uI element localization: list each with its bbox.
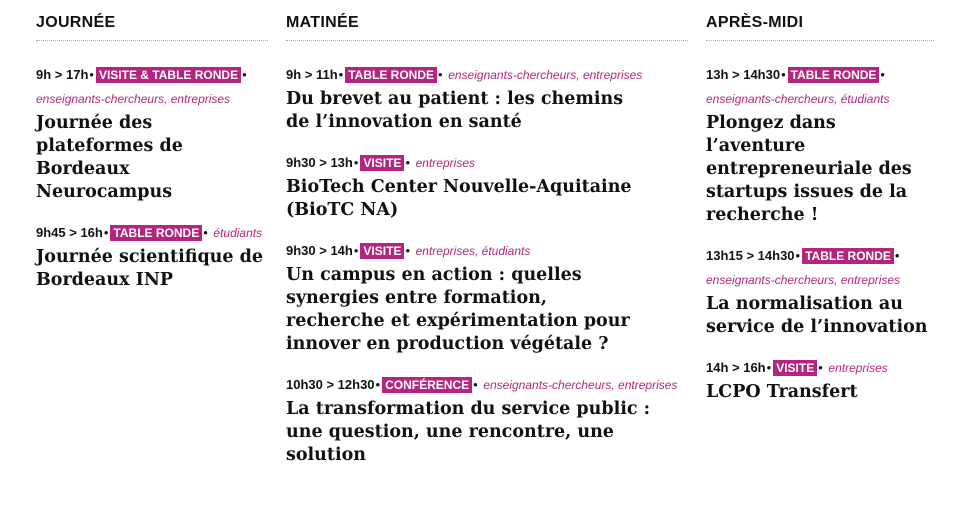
event-title[interactable]: BioTech Center Nouvelle-Aquitaine (BioTC NA) (286, 177, 632, 220)
event-audience: entreprises (415, 156, 475, 170)
event-time: 14h > 16h (706, 360, 766, 375)
event-time: 9h > 11h (286, 67, 338, 82)
event-audience: enseignants-chercheurs, entreprises (706, 273, 901, 287)
event-title[interactable]: Journée scientifique de Bordeaux INP (36, 247, 264, 290)
event-audience: entreprises (828, 361, 888, 375)
event-meta: 9h45 > 16h• TABLE RONDE • étudiants (36, 225, 263, 240)
event-title[interactable]: Journée des plateformes de Bordeaux Neurocampus (36, 113, 183, 202)
event-type-tag: TABLE RONDE (345, 67, 437, 83)
event-time: 9h45 > 16h (36, 225, 103, 240)
event-title[interactable]: LCPO Transfert (706, 382, 858, 402)
event-time: 9h > 17h (36, 67, 89, 82)
event-item[interactable] (36, 63, 268, 204)
event-type-tag: TABLE RONDE (788, 67, 880, 83)
column-heading: MATINÉE (286, 14, 688, 41)
event-meta: 14h > 16h• VISITE • entreprises (706, 360, 888, 375)
event-meta: 9h30 > 14h• VISITE • entreprises, étudiants (286, 243, 531, 258)
event-item[interactable] (286, 239, 688, 356)
event-time: 13h15 > 14h30 (706, 248, 795, 263)
event-type-tag: VISITE (773, 360, 817, 376)
event-item[interactable] (286, 63, 688, 134)
event-type-tag: VISITE & TABLE RONDE (96, 67, 241, 83)
event-item[interactable] (286, 151, 688, 222)
event-title[interactable]: La transformation du service public : une question, une rencontre, une solution (286, 399, 651, 465)
event-time: 9h30 > 14h (286, 243, 353, 258)
event-title[interactable]: La normalisation au service de l’innovation (706, 294, 928, 337)
column-journee (36, 14, 268, 309)
column-apres-midi (706, 14, 934, 421)
event-type-tag: VISITE (360, 155, 404, 171)
event-type-tag: TABLE RONDE (110, 225, 202, 241)
event-title[interactable]: Un campus en action : quelles synergies entre formation, recherche et expérimentation pour innover en production végétale ? (286, 265, 630, 354)
event-item[interactable] (706, 356, 934, 404)
event-audience: entreprises, étudiants (415, 244, 531, 258)
column-heading: JOURNÉE (36, 14, 268, 41)
event-type-tag: CONFÉRENCE (382, 377, 472, 393)
event-item[interactable] (706, 63, 934, 227)
event-meta: 9h > 17h• VISITE & TABLE RONDE • enseignants-chercheurs, entreprises (36, 67, 247, 106)
column-heading: APRÈS-MIDI (706, 14, 934, 41)
event-time: 13h > 14h30 (706, 67, 781, 82)
event-audience: enseignants-chercheurs, entreprises (483, 378, 678, 392)
event-audience: enseignants-chercheurs, entreprises (448, 68, 643, 82)
event-meta: 9h > 11h• TABLE RONDE • enseignants-chercheurs, entreprises (286, 67, 643, 82)
event-time: 10h30 > 12h30 (286, 377, 375, 392)
event-item[interactable] (286, 373, 688, 467)
event-audience: étudiants (213, 226, 263, 240)
column-matinee (286, 14, 688, 484)
event-time: 9h30 > 13h (286, 155, 353, 170)
event-audience: enseignants-chercheurs, entreprises (36, 92, 231, 106)
event-title[interactable]: Plongez dans l’aventure entrepreneuriale des startups issues de la recherche ! (706, 113, 912, 225)
event-meta: 9h30 > 13h• VISITE • entreprises (286, 155, 475, 170)
event-meta: 10h30 > 12h30• CONFÉRENCE • enseignants-chercheurs, entreprises (286, 377, 678, 392)
event-type-tag: VISITE (360, 243, 404, 259)
event-meta: 13h > 14h30• TABLE RONDE • enseignants-chercheurs, étudiants (706, 67, 890, 106)
event-item[interactable] (706, 244, 934, 339)
event-type-tag: TABLE RONDE (802, 248, 894, 264)
event-title[interactable]: Du brevet au patient : les chemins de l’innovation en santé (286, 89, 624, 132)
event-item[interactable] (36, 221, 268, 292)
event-meta: 13h15 > 14h30• TABLE RONDE • enseignants-chercheurs, entreprises (706, 248, 901, 287)
event-audience: enseignants-chercheurs, étudiants (706, 92, 890, 106)
